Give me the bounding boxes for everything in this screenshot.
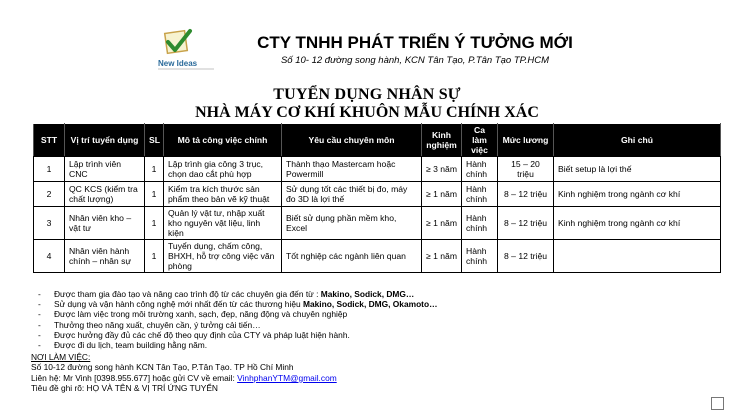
table-row bbox=[34, 240, 721, 273]
logo-text: New Ideas bbox=[158, 59, 198, 68]
cell-quantity: 1 bbox=[145, 240, 164, 273]
cell-quantity: 1 bbox=[145, 157, 164, 182]
table-row bbox=[34, 182, 721, 207]
col-header: Vị trí tuyển dụng bbox=[65, 124, 145, 157]
list-item: - Sử dụng và vận hành công nghệ mới nhất đến từ các thương hiệu Makino, Sodick, DMG, Okamoto… bbox=[38, 299, 438, 310]
cell-experience: ≥ 1 năm bbox=[422, 182, 462, 207]
list-item: - Thưởng theo năng xuất, chuyên cần, ý tưởng cải tiến… bbox=[38, 319, 261, 330]
col-header: SL bbox=[145, 124, 164, 157]
company-logo bbox=[156, 28, 216, 72]
col-header: Yêu cầu chuyên môn bbox=[282, 124, 422, 157]
company-name: CTY TNHH PHÁT TRIỂN Ý TƯỞNG MỚI bbox=[257, 33, 573, 52]
cell-note: Kinh nghiệm trong ngành cơ khí bbox=[554, 207, 721, 240]
col-header: Mức lương bbox=[498, 124, 554, 157]
list-item: - Được làm việc trong môi trường xanh, sạch, đẹp, năng động và chuyên nghiệp bbox=[38, 309, 348, 320]
cell-salary: 8 – 12 triệu bbox=[498, 240, 554, 273]
factory-title: NHÀ MÁY CƠ KHÍ KHUÔN MẪU CHÍNH XÁC bbox=[195, 104, 539, 121]
contact-line: Liên hệ: Mr Vinh [0398.955.677] hoặc gửi CV về email: VinhphanYTM@gmail.com bbox=[31, 372, 337, 383]
email-link[interactable]: VinhphanYTM@gmail.com bbox=[237, 372, 337, 383]
table-row bbox=[34, 157, 721, 182]
cell-position: Nhân viên kho – vật tư bbox=[65, 207, 145, 240]
cell-note: Biết setup là lợi thế bbox=[554, 157, 721, 182]
cell-quantity: 1 bbox=[145, 182, 164, 207]
cell-description: Tuyển dụng, chấm công, BHXH, hỗ trợ công việc văn phòng bbox=[164, 240, 282, 273]
col-header: Kinh nghiệm bbox=[422, 124, 462, 157]
workplace-address: Số 10-12 đường song hành KCN Tân Tạo, P.Tân Tạo. TP Hồ Chí Minh bbox=[31, 362, 294, 373]
cell-requirement: Tốt nghiệp các ngành liên quan bbox=[282, 240, 422, 273]
cell-position: Lập trình viên CNC bbox=[65, 157, 145, 182]
cell-description: Lập trình gia công 3 trục, chọn dao cắt phù hợp bbox=[164, 157, 282, 182]
cell-stt: 4 bbox=[34, 240, 65, 273]
jobs-table bbox=[33, 123, 721, 273]
cell-shift: Hành chính bbox=[462, 182, 498, 207]
benefits-list bbox=[36, 289, 716, 350]
cell-salary: 8 – 12 triệu bbox=[498, 207, 554, 240]
cell-position: Nhân viên hành chính – nhân sự bbox=[65, 240, 145, 273]
cell-experience: ≥ 3 năm bbox=[422, 157, 462, 182]
col-header: Ghi chú bbox=[554, 124, 721, 157]
col-header: Mô tả công việc chính bbox=[164, 124, 282, 157]
workplace-label: NƠI LÀM VIỆC: bbox=[31, 352, 91, 362]
cell-note bbox=[554, 240, 721, 273]
cell-shift: Hành chính bbox=[462, 157, 498, 182]
cell-note: Kinh nghiệm trong ngành cơ khí bbox=[554, 182, 721, 207]
cell-shift: Hành chính bbox=[462, 240, 498, 273]
cell-stt: 2 bbox=[34, 182, 65, 207]
cell-quantity: 1 bbox=[145, 207, 164, 240]
cell-stt: 1 bbox=[34, 157, 65, 182]
cell-experience: ≥ 1 năm bbox=[422, 240, 462, 273]
cell-salary: 15 – 20 triệu bbox=[498, 157, 554, 182]
cell-description: Kiểm tra kích thước sản phẩm theo bản vẽ kỹ thuật bbox=[164, 182, 282, 207]
cell-description: Quản lý vật tư, nhập xuất kho nguyên vật liệu, linh kiện bbox=[164, 207, 282, 240]
company-address: Số 10- 12 đường song hành, KCN Tân Tạo, P.Tân Tạo TP.HCM bbox=[280, 55, 550, 66]
cell-requirement: Biết sử dụng phần mềm kho, Excel bbox=[282, 207, 422, 240]
cell-salary: 8 – 12 triệu bbox=[498, 182, 554, 207]
cell-stt: 3 bbox=[34, 207, 65, 240]
cell-requirement: Thành thạo Mastercam hoặc Powermill bbox=[282, 157, 422, 182]
list-item: - Được tham gia đào tạo và nâng cao trình độ từ các chuyên gia đến từ : Makino, Sodick, DMG… bbox=[38, 289, 415, 299]
table-row bbox=[34, 207, 721, 240]
contact-section bbox=[31, 352, 711, 394]
col-header: Ca làm việc bbox=[462, 124, 498, 157]
cell-requirement: Sử dụng tốt các thiết bị đo, máy đo 3D là lợi thế bbox=[282, 182, 422, 207]
cell-experience: ≥ 1 năm bbox=[422, 207, 462, 240]
cell-position: QC KCS (kiểm tra chất lượng) bbox=[65, 182, 145, 207]
cell-shift: Hành chính bbox=[462, 207, 498, 240]
corner-box bbox=[711, 397, 724, 410]
recruitment-title: TUYỂN DỤNG NHÂN SỰ bbox=[273, 86, 461, 103]
table-header-row bbox=[34, 124, 721, 157]
list-item: - Được đi du lịch, team building hằng năm. bbox=[38, 340, 208, 351]
col-header: STT bbox=[34, 124, 65, 157]
list-item: - Được hưởng đầy đủ các chế độ theo quy định của CTY và pháp luật hiện hành. bbox=[38, 329, 350, 340]
subject-line: Tiêu đề ghi rõ: HỌ VÀ TÊN & VỊ TRÍ ỨNG TUYỂN bbox=[31, 383, 218, 394]
